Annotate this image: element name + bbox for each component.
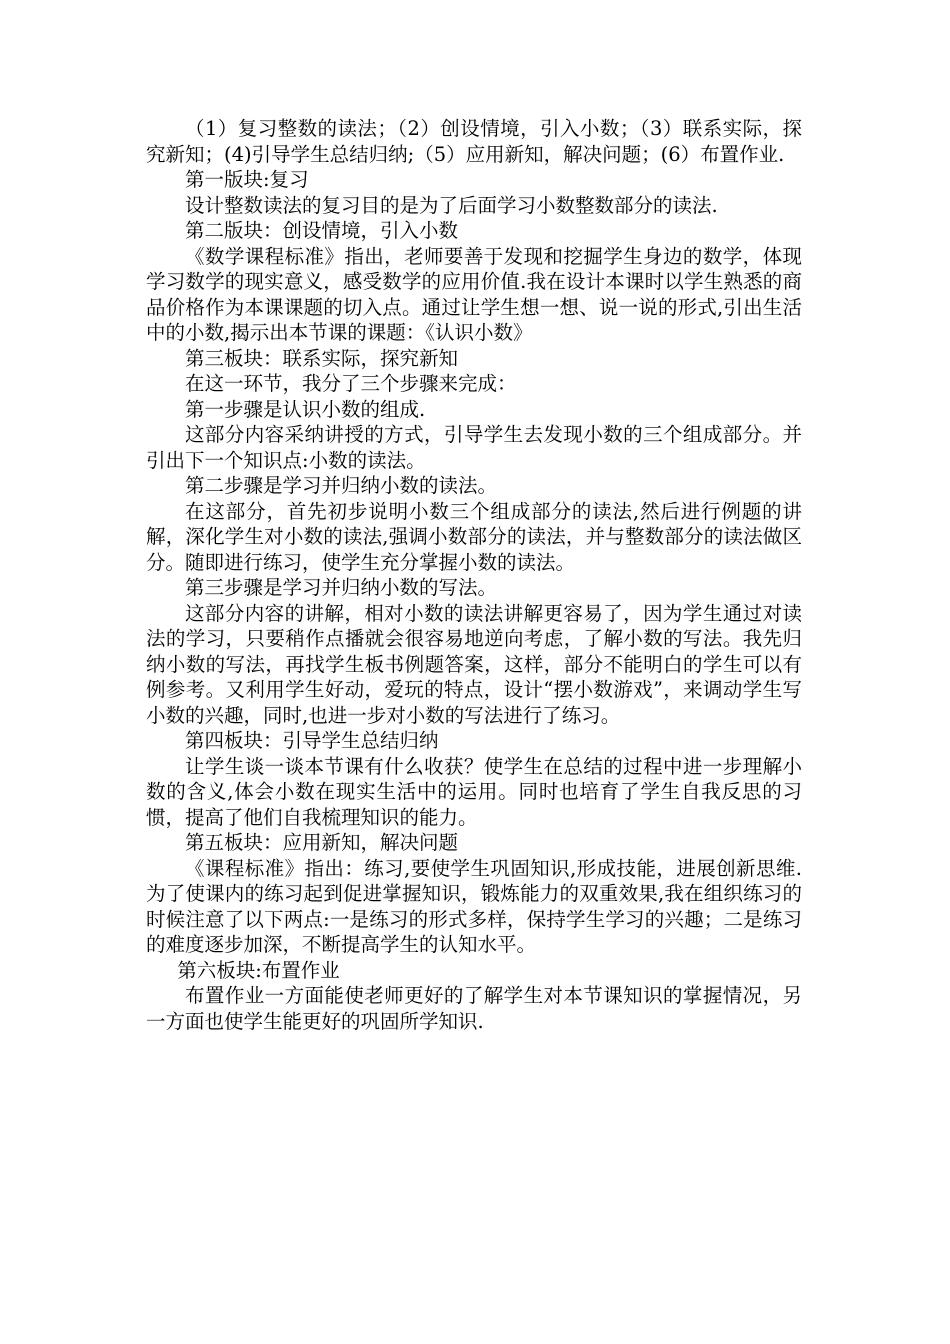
paragraph: 在这一环节，我分了三个步骤来完成： (185, 372, 517, 395)
paragraph: 设计整数读法的复习目的是为了后面学习小数整数部分的读法. (185, 193, 718, 217)
paragraph-step-1: 第一步骤是认识小数的组成. (185, 397, 426, 421)
paragraph: 《课程标准》指出：练习,要使学生巩固知识,形成技能，进展创新思维.为了使课内的练习起到促进掌握知识，锻炼能力的双重效果,我在组织练习的时候注意了以下两点:一是练习的形式多样，保持学生学习的兴趣；二是练习的难度逐步加深，不断提高学生的认知水平。 (146, 856, 802, 956)
paragraph: 布置作业一方面能使老师更好的了解学生对本节课知识的掌握情况，另一方面也使学生能更好的巩固所学知识. (146, 984, 802, 1033)
paragraph-outline: （1）复习整数的读法；（2）创设情境，引入小数；（3）联系实际，探究新知；(4)引导学生总结归纳;（5）应用新知，解决问题；(6）布置作业. (146, 117, 802, 166)
paragraph: 在这部分，首先初步说明小数三个组成部分的读法,然后进行例题的讲解，深化学生对小数的读法,强调小数部分的读法，并与整数部分的读法做区分。随即进行练习，使学生充分掌握小数的读法。 (146, 499, 802, 574)
paragraph: 这部分内容采纳讲授的方式，引导学生去发现小数的三个组成部分。并引出下一个知识点:小数的读法。 (146, 423, 802, 472)
heading-section-1: 第一版块:复习 (185, 168, 309, 191)
paragraph: 《数学课程标准》指出，老师要善于发现和挖掘学生身边的数学，体现学习数学的现实意义，感受数学的应用价值.我在设计本课时以学生熟悉的商品价格作为本课课题的切入点。通过让学生想一想、说一说的形式,引出生活中的小数,揭示出本节课的课题：《认识小数》 (146, 244, 802, 344)
paragraph-step-2: 第二步骤是学习并归纳小数的读法。 (185, 474, 498, 497)
heading-section-5: 第五板块：应用新知，解决问题 (185, 831, 459, 854)
paragraph: 这部分内容的讲解，相对小数的读法讲解更容易了，因为学生通过对读法的学习，只要稍作点播就会很容易地逆向考虑，了解小数的写法。我先归纳小数的写法，再找学生板书例题答案，这样，部分不能明白的学生可以有例参考。又利用学生好动，爱玩的特点，设计“摆小数游戏”，来调动学生写小数的兴趣，同时,也进一步对小数的写法进行了练习。 (146, 601, 802, 727)
heading-section-3: 第三板块：联系实际，探究新知 (185, 346, 459, 370)
heading-section-2: 第二版块：创设情境，引入小数 (185, 219, 459, 242)
heading-section-4: 第四板块：引导学生总结归纳 (185, 729, 439, 752)
heading-section-6: 第六板块:布置作业 (177, 958, 340, 982)
document-body (146, 116, 802, 1034)
paragraph: 让学生谈一谈本节课有什么收获？使学生在总结的过程中进一步理解小数的含义,体会小数在现实生活中的运用。同时也培育了学生自我反思的习惯，提高了他们自我梳理知识的能力。 (146, 754, 802, 829)
paragraph-step-3: 第三步骤是学习并归纳小数的写法。 (185, 576, 498, 599)
